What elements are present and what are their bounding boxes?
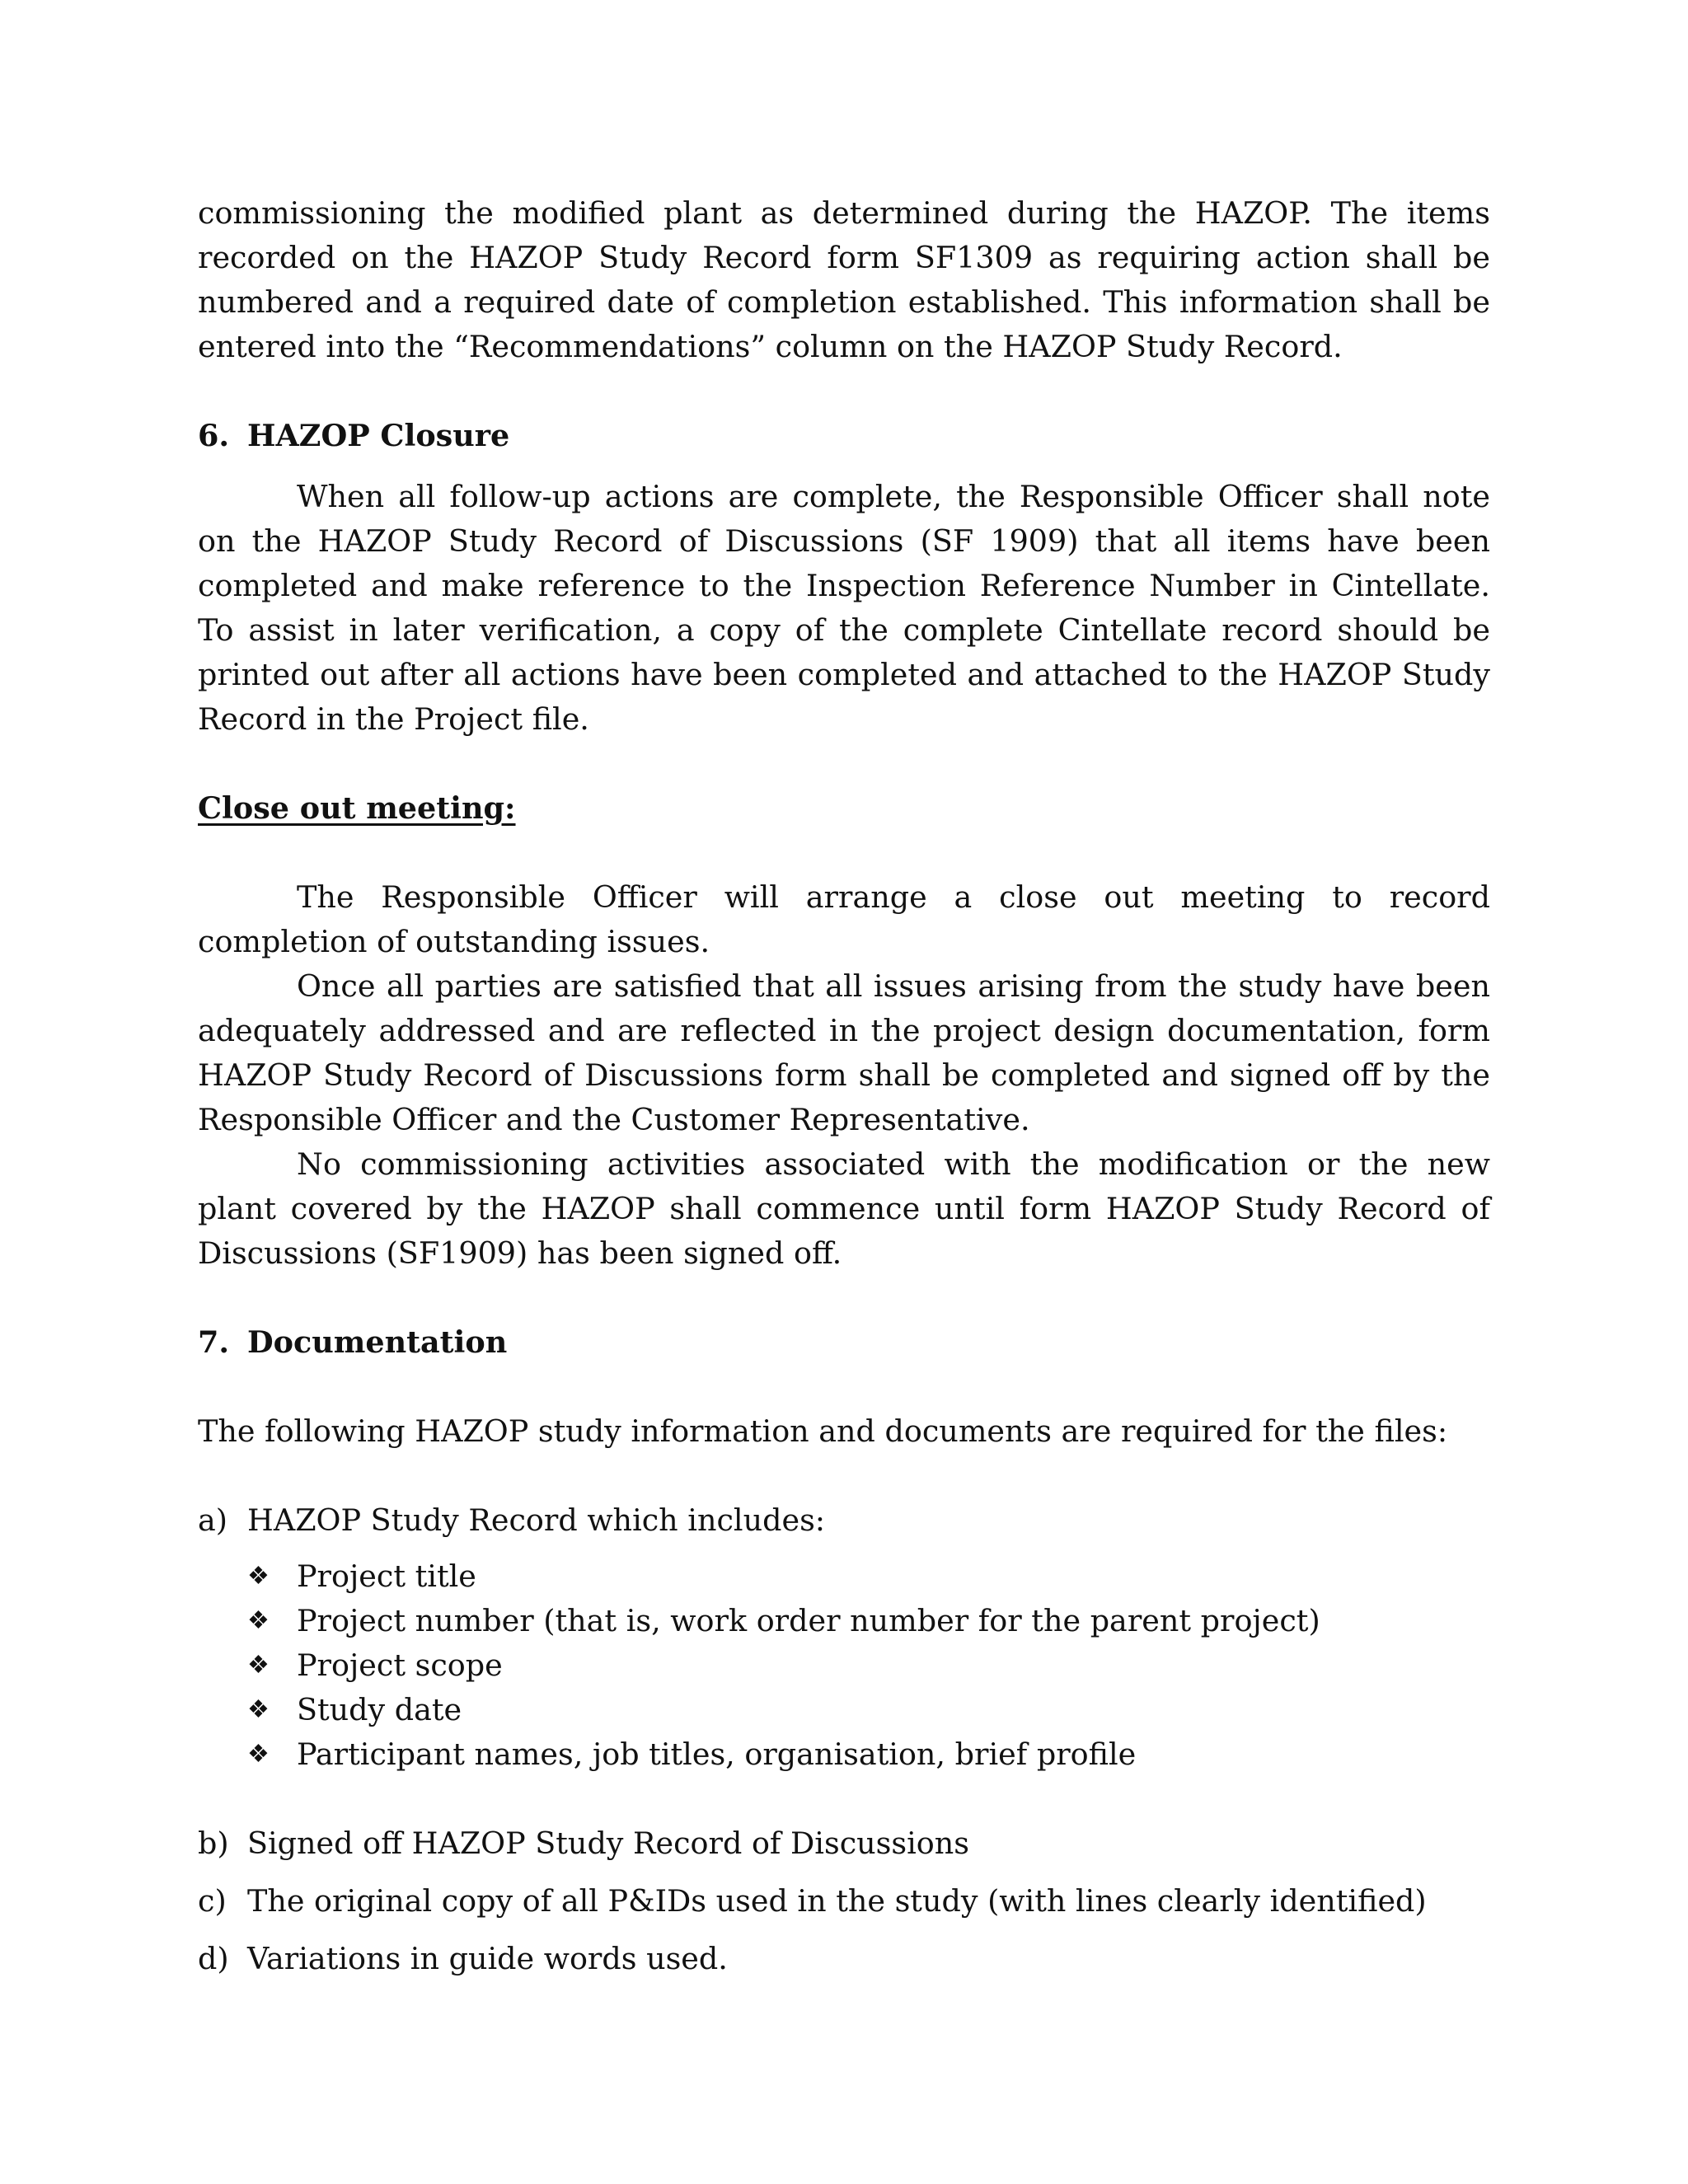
list-item-text: Participant names, job titles, organisation, brief profile <box>297 1736 1137 1772</box>
doc-item-b-text: Signed off HAZOP Study Record of Discussions <box>247 1825 969 1861</box>
doc-item-c <box>198 1879 1490 1924</box>
record-includes-list <box>198 1554 1490 1777</box>
list-item-text: Project scope <box>297 1647 503 1683</box>
four-diamond-bullet-icon: ❖ <box>247 1562 270 1591</box>
section-7-title: Documentation <box>247 1324 508 1360</box>
list-item <box>247 1554 1490 1599</box>
doc-item-b-marker: b) <box>198 1825 229 1861</box>
doc-item-a-marker: a) <box>198 1502 228 1538</box>
doc-item-d-text: Variations in guide words used. <box>247 1941 728 1976</box>
list-item-text: Study date <box>297 1692 462 1727</box>
intro-paragraph: commissioning the modified plant as determined during the HAZOP. The items recorded on the HAZOP Study Record form SF1309 as requiring action shall be numbered and a required date of completion established. This information shall be entered into the “Recommendations” column on the HAZOP Study Record. <box>198 195 1490 364</box>
doc-item-c-text: The original copy of all P&IDs used in the study (with lines clearly identified) <box>247 1883 1427 1919</box>
list-item <box>247 1688 1490 1732</box>
closeout-heading: Close out meeting: <box>198 790 516 826</box>
list-item <box>247 1732 1490 1777</box>
list-item-text: Project number (that is, work order number for the parent project) <box>297 1603 1320 1638</box>
four-diamond-bullet-icon: ❖ <box>247 1695 270 1724</box>
section-6-paragraph: When all follow-up actions are complete, the Responsible Officer shall note on the HAZOP Study Record of Discussions (SF 1909) that all items have been completed and make reference to the Inspection Reference Number in Cintellate. To assist in later verification, a copy of the complete Cintellate record should be printed out after all actions have been completed and attached to the HAZOP Study Record in the Project file. <box>198 479 1490 737</box>
section-6-number: 6. <box>198 418 230 453</box>
section-6-title: HAZOP Closure <box>247 418 510 453</box>
section-7-intro: The following HAZOP study information and documents are required for the files: <box>198 1413 1448 1449</box>
section-7-heading <box>198 1320 1490 1365</box>
list-item <box>247 1643 1490 1688</box>
document-page <box>198 191 1490 1981</box>
list-item <box>247 1599 1490 1643</box>
closeout-paragraph-3: No commissioning activities associated with the modification or the new plant covered by the HAZOP shall commence until form HAZOP Study Record of Discussions (SF1909) has been signed off. <box>198 1146 1490 1271</box>
doc-item-d <box>198 1937 1490 1981</box>
four-diamond-bullet-icon: ❖ <box>247 1651 270 1680</box>
closeout-paragraph-1: The Responsible Officer will arrange a close out meeting to record completion of outstanding issues. <box>198 879 1490 959</box>
four-diamond-bullet-icon: ❖ <box>247 1740 270 1769</box>
doc-item-a-text: HAZOP Study Record which includes: <box>247 1502 826 1538</box>
doc-item-c-marker: c) <box>198 1883 227 1919</box>
section-7-number: 7. <box>198 1324 230 1360</box>
doc-item-a <box>198 1498 1490 1543</box>
list-item-text: Project title <box>297 1558 476 1594</box>
closeout-paragraph-2: Once all parties are satisfied that all issues arising from the study have been adequately addressed and are reflected in the project design documentation, form HAZOP Study Record of Discussions form shall be completed and signed off by the Responsible Officer and the Customer Representative. <box>198 968 1490 1137</box>
section-6-heading <box>198 414 1490 458</box>
four-diamond-bullet-icon: ❖ <box>247 1606 270 1635</box>
doc-item-d-marker: d) <box>198 1941 229 1976</box>
doc-item-b <box>198 1821 1490 1866</box>
